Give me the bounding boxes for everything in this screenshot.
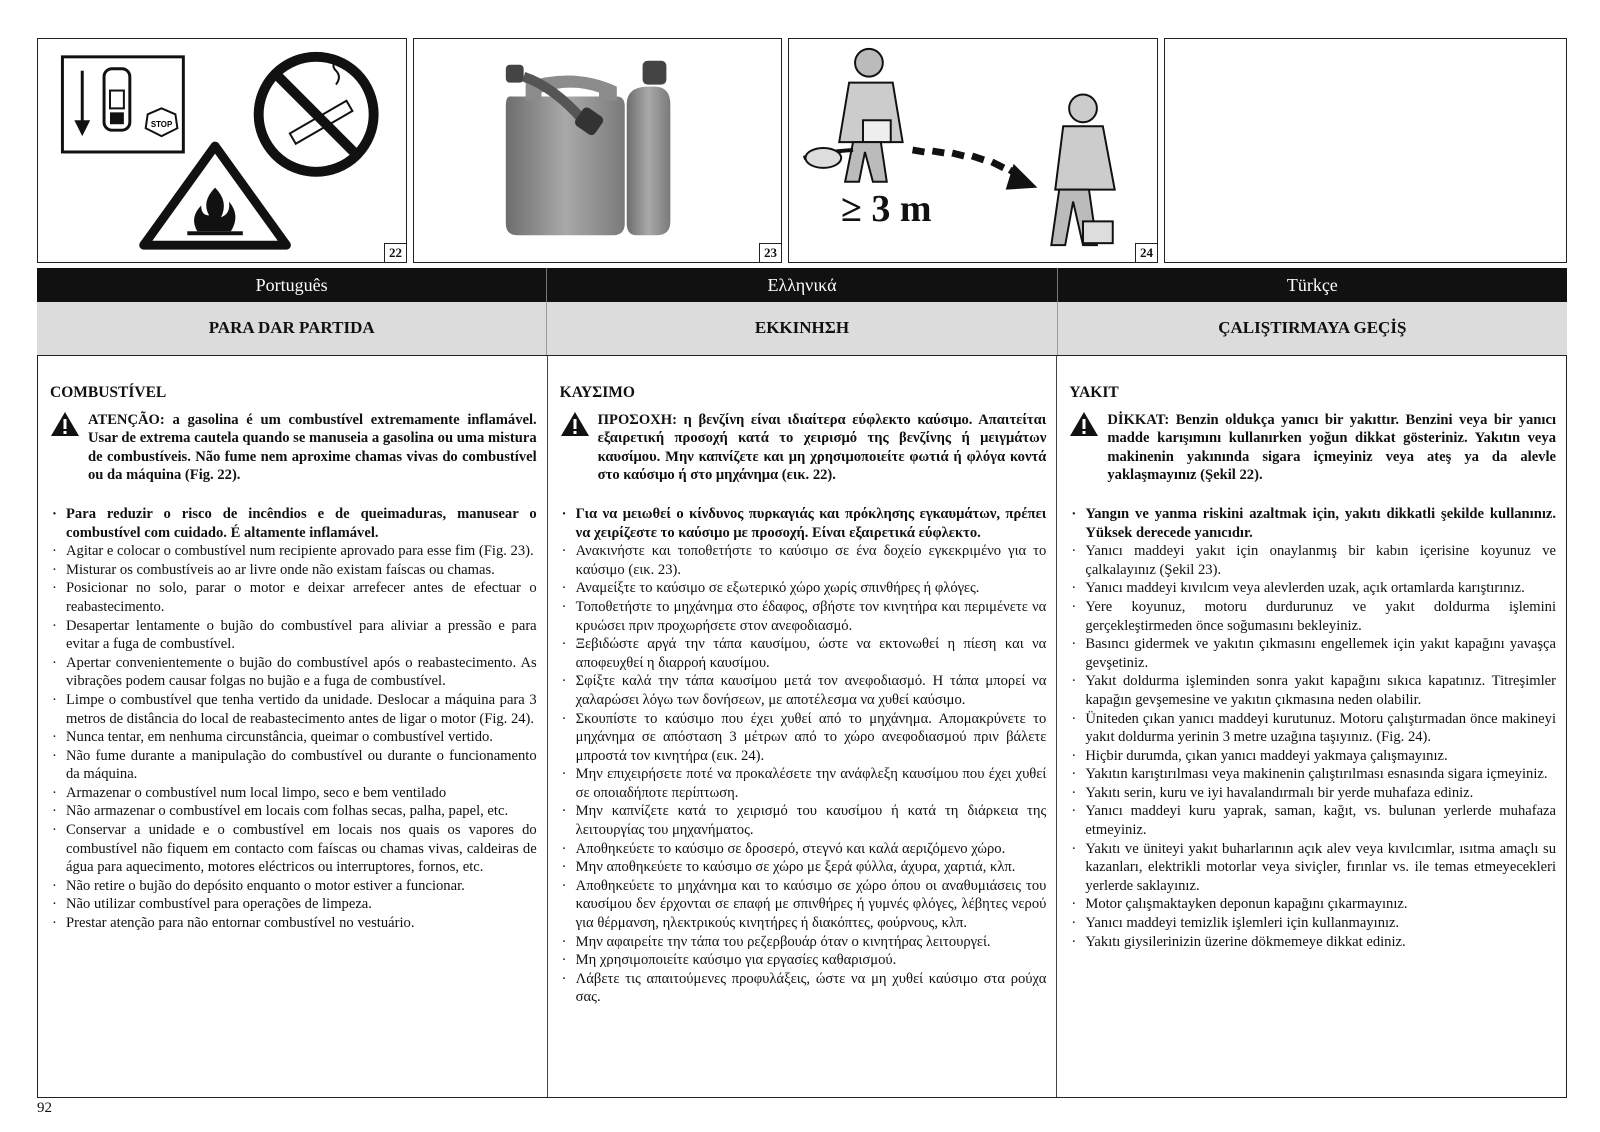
list-item: · Yanıcı maddeyi temizlik işlemleri için kullanmayınız. [1069, 914, 1556, 933]
column-heading: YAKIT [1069, 384, 1119, 401]
language-greek: Ελληνικά [547, 268, 1057, 302]
list-item: · Yangın ve yanma riskini azaltmak için, yakıtı dikkatli şekilde kullanınız. Yüksek derecede yanıcıdır. [1069, 505, 1556, 542]
list-item: · Αναμείξτε το καύσιμο σε εξωτερικό χώρο χωρίς σπινθήρες ή φλόγες. [560, 579, 1047, 598]
list-item: · Αποθηκεύετε το μηχάνημα και το καύσιμο σε χώρο όπου οι αναθυμιάσεις του καυσίμου δεν έρχονται σε επαφή με σπινθήρες ή γυμνές φλόγες, λέβητες νερού για θέρμανση, ηλεκτρικούς κινητήρες ή διακόπτες, φούρνους, κλπ. [560, 877, 1047, 933]
list-item: · Prestar atenção para não entornar combustível no vestuário. [50, 914, 537, 933]
column-heading: COMBUSTÍVEL [50, 384, 167, 401]
figure-empty [1164, 38, 1567, 263]
list-item: · Μην αφαιρείτε την τάπα του ρεζερβουάρ όταν ο κινητήρας λειτουργεί. [560, 933, 1047, 952]
list-item: · Motor çalışmaktayken deponun kapağını çıkarmayınız. [1069, 895, 1556, 914]
list-item: · Para reduzir o risco de incêndios e de queimaduras, manusear o combustível com cuidado. É altamente inflamável. [50, 505, 537, 542]
fuel-safety-signs-icon [38, 39, 406, 262]
figure-22 [37, 38, 407, 263]
list-item: · Não retire o bujão do depósito enquanto o motor estiver a funcionar. [50, 877, 537, 896]
figure-number: 23 [759, 243, 781, 262]
figure-23 [413, 38, 782, 263]
list-item: · Desapertar lentamente o bujão do combustível para aliviar a pressão e para evitar a fuga de combustível. [50, 617, 537, 654]
list-item: · Yanıcı maddeyi kuru yaprak, saman, kağıt, vs. bulunan yerlerde muhafaza etmeyiniz. [1069, 802, 1556, 839]
section-title-portuguese: PARA DAR PARTIDA [37, 302, 547, 355]
list-item: · Μη χρησιμοποιείτε καύσιμο για εργασίες καθαρισμού. [560, 951, 1047, 970]
list-item: · Não armazenar o combustível em locais com folhas secas, palha, papel, etc. [50, 802, 537, 821]
list-item: · Limpe o combustível que tenha vertido da unidade. Deslocar a máquina para 3 metros de distância do local de reabastecimento antes de ligar o motor (Fig. 24). [50, 691, 537, 728]
page-number: 92 [37, 1100, 52, 1116]
list-item: · Yakıtın karıştırılması veya makinenin çalıştırılması esnasında sigara içmeyiniz. [1069, 765, 1556, 784]
section-title-turkish: ÇALIŞTIRMAYA GEÇİŞ [1218, 318, 1407, 337]
list-item: · Yakıt doldurma işleminden sonra yakıt kapağını sıkıca kapatınız. Titreşimler kapağın gevşemesine ve yakıtın çıkmasına neden olabilir. [1069, 672, 1556, 709]
list-item: · Não utilizar combustível para operações de limpeza. [50, 895, 537, 914]
instruction-list [1069, 505, 1556, 951]
list-item: · Τοποθετήστε το μηχάνημα στο έδαφος, σβήστε τον κινητήρα και περιμένετε να κρυώσει πριν προχωρήσετε στον ανεφοδιασμό. [560, 598, 1047, 635]
list-item: · Armazenar o combustível num local limpo, seco e bem ventilado [50, 784, 537, 803]
list-item: · Nunca tentar, em nenhuma circunstância, queimar o combustível vertido. [50, 728, 537, 747]
section-title-greek: ΕΚΚΙΝΗΣΗ [547, 302, 1057, 355]
list-item: · Üniteden çıkan yanıcı maddeyi kurutunuz. Motoru çalıştırmadan önce makineyi yakıt doldurma yerinin 3 metre uzağına taşıyınız. (Fig. 24). [1069, 710, 1556, 747]
warning-text: DİKKAT: Benzin oldukça yanıcı bir yakıttır. Benzini veya bir yanıcı madde karışımını kullanırken yoğun dikkat gösteriniz. Yakıtın veya makinenin yakınında sigara içmeyiniz veya ateş ya da alevle yaklaşmayınız (Şekil 22). [1107, 411, 1557, 484]
warning-block [50, 411, 537, 485]
list-item: · Basıncı gidermek ve yakıtın çıkmasını engellemek için yakıt kapağını yavaşça gevşetiniz. [1069, 635, 1556, 672]
section-title-bar [37, 302, 1567, 356]
list-item: · Λάβετε τις απαιτούμενες προφυλάξεις, ώστε να μη χυθεί καύσιμο στα ρούχα σας. [560, 970, 1047, 1007]
list-item: · Μην επιχειρήσετε ποτέ να προκαλέσετε την ανάφλεξη καυσίμου που έχει χυθεί σε οποιαδήποτε περίπτωση. [560, 765, 1047, 802]
warning-icon [50, 411, 88, 485]
language-portuguese: Português [37, 268, 547, 302]
list-item: · Yakıtı ve üniteyi yakıt buharlarının açık alev veya kıvılcımlar, ısıtma amaçlı su kazanları, elektrikli motorlar veya siviçler, fırınlar vs. ile temas etmeyecekleri yerlerde saklayınız. [1069, 840, 1556, 896]
list-item: · Σφίξτε καλά την τάπα καυσίμου μετά τον ανεφοδιασμό. Η τάπα μπορεί να χαλαρώσει λόγω των δονήσεων, με αποτέλεσμα να χυθεί καύσιμο. [560, 672, 1047, 709]
list-item: · Ξεβιδώστε αργά την τάπα καυσίμου, ώστε να εκτονωθεί η πίεση και να αποφευχθεί η διαρροή καυσίμου. [560, 635, 1047, 672]
warning-icon [560, 411, 598, 485]
language-turkish: Türkçe [1286, 275, 1338, 295]
warning-block [1069, 411, 1556, 485]
fuel-can-icon [414, 39, 781, 262]
content-body [37, 356, 1567, 1098]
column-turkish [1057, 356, 1566, 1097]
list-item: · Μην αποθηκεύετε το καύσιμο σε χώρο με ξερά φύλλα, άχυρα, χαρτιά, κλπ. [560, 858, 1047, 877]
list-item: · Não fume durante a manipulação do combustível ou durante o funcionamento da máquina. [50, 747, 537, 784]
list-item: · Posicionar no solo, parar o motor e deixar arrefecer antes de efectuar o reabastecimento. [50, 579, 537, 616]
distance-label: ≥ 3 m [841, 188, 932, 230]
warning-text: ΠΡΟΣΟΧΗ: η βενζίνη είναι ιδιαίτερα εύφλεκτο καύσιμο. Απαιτείται εξαιρετική προσοχή κατά το χειρισμό της βενζίνης ή μειγμάτων καυσίμου. Μην καπνίζετε και μη χρησιμοποιείτε φωτιά ή φλόγα κοντά στο καύσιμο ή στο μηχάνημα (εικ. 22). [597, 411, 1047, 484]
list-item: · Yanıcı maddeyi yakıt için onaylanmış bir kabın içerisine koyunuz ve çalkalayınız (Şekil 23). [1069, 542, 1556, 579]
figure-24 [788, 38, 1158, 263]
list-item: · Misturar os combustíveis ao ar livre onde não existam faíscas ou chamas. [50, 561, 537, 580]
warning-block [560, 411, 1047, 485]
list-item: · Yakıtı giysilerinizin üzerine dökmemeye dikkat ediniz. [1069, 933, 1556, 952]
figure-number: 22 [384, 243, 406, 262]
column-greek [548, 356, 1058, 1097]
column-heading: ΚΑΥΣΙΜΟ [559, 384, 635, 401]
list-item: · Conservar a unidade e o combustível em locais nos quais os vapores do combustível não fiquem em contacto com faíscas ou chamas vivas, caldeiras de água para aquecimento, motores eléctricos ou interruptores, fornos, etc. [50, 821, 537, 877]
warning-text: ATENÇÃO: a gasolina é um combustível extremamente inflamável. Usar de extrema cautela quando se manuseia a gasolina ou uma mistura de combustíveis. Não fume nem aproxime chamas vivas do combustível ou da máquina (Fig. 22). [88, 411, 537, 484]
language-bar [37, 268, 1567, 302]
warning-icon [1069, 411, 1107, 485]
instruction-list [560, 505, 1047, 1007]
list-item: · Ανακινήστε και τοποθετήστε το καύσιμο σε ένα δοχείο εγκεκριμένο για το καύσιμο (εικ. 23). [560, 542, 1047, 579]
list-item: · Yere koyunuz, motoru durdurunuz ve yakıt doldurma işlemini gerçekleştirmeden önce soğumasını bekleyiniz. [1069, 598, 1556, 635]
figure-number: 24 [1135, 243, 1157, 262]
list-item: · Agitar e colocar o combustível num recipiente aprovado para esse fim (Fig. 23). [50, 542, 537, 561]
svg-text:STOP: STOP [150, 120, 173, 130]
list-item: · Σκουπίστε το καύσιμο που έχει χυθεί από το μηχάνημα. Απομακρύνετε το μηχάνημα σε απόσταση 3 μέτρων από το χώρο ανεφοδιασμού πριν βάλετε μπροστά τον κινητήρα (εικ. 24). [560, 710, 1047, 766]
instruction-list [50, 505, 537, 933]
list-item: · Yakıtı serin, kuru ve iyi havalandırmalı bir yerde muhafaza ediniz. [1069, 784, 1556, 803]
list-item: · Hiçbir durumda, çıkan yanıcı maddeyi yakmaya çalışmayınız. [1069, 747, 1556, 766]
list-item: · Για να μειωθεί ο κίνδυνος πυρκαγιάς και πρόκλησης εγκαυμάτων, πρέπει να χειρίζεστε το καύσιμο με προσοχή. Είναι εξαιρετικά εύφλεκτο. [560, 505, 1047, 542]
column-portuguese [38, 356, 548, 1097]
list-item: · Yanıcı maddeyi kıvılcım veya alevlerden uzak, açık ortamlarda karıştırınız. [1069, 579, 1556, 598]
list-item: · Αποθηκεύετε το καύσιμο σε δροσερό, στεγνό και καλά αεριζόμενο χώρο. [560, 840, 1047, 859]
list-item: · Apertar convenientemente o bujão do combustível após o reabastecimento. As vibrações podem causar folgas no bujão e a fuga de combustível. [50, 654, 537, 691]
list-item: · Μην καπνίζετε κατά το χειρισμό του καυσίμου ή κατά τη διάρκεια της λειτουργίας του μηχανήματος. [560, 802, 1047, 839]
